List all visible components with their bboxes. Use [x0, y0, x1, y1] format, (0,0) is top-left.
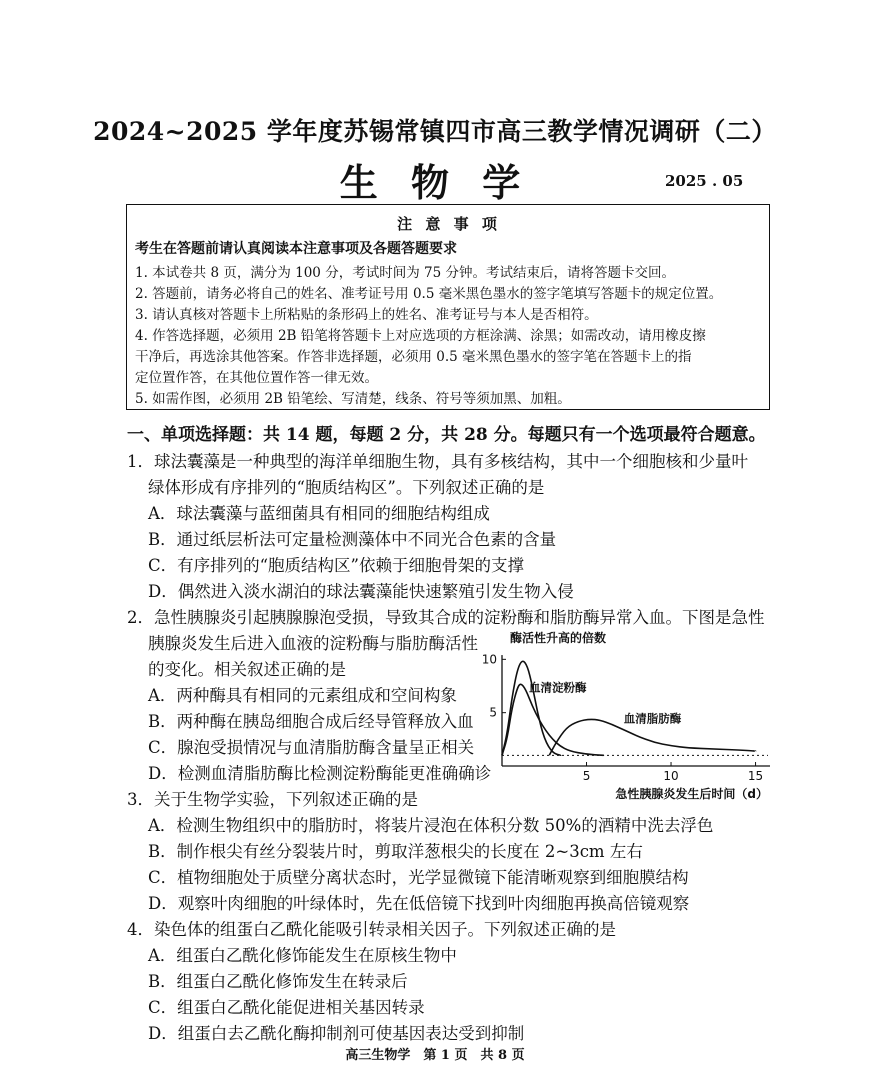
exam-title: 2024~2025 学年度苏锡常镇四市高三教学情况调研（二）: [93, 117, 777, 146]
notice-line: 定位置作答，在其他位置作答一律无效。: [135, 370, 378, 386]
option-b: B．两种酶在胰岛细胞合成后经导管释放入血: [148, 712, 474, 731]
option-a: A．两种酶具有相同的元素组成和空间构象: [148, 686, 457, 705]
option-d: D．组蛋白去乙酰化酶抑制剂可使基因表达受到抑制: [148, 1024, 525, 1043]
chart-text: [482, 630, 768, 801]
option-a: A．组蛋白乙酰化修饰能发生在原核生物中: [148, 946, 457, 965]
amylase-series-label: 血清淀粉酶: [529, 680, 587, 695]
option-d: D．检测血清脂肪酶比检测淀粉酶能更准确确诊: [148, 764, 492, 783]
notice-line: 2. 答题前，请务必将自己的姓名、准考证号用 0.5 毫米黑色墨水的签字笔填写答题卡的规定位置。: [135, 286, 723, 302]
option-c: C．有序排列的“胞质结构区”依赖于细胞骨架的支撑: [148, 556, 524, 575]
notice-title: 注 意 事 项: [397, 215, 501, 233]
question-stem: 胰腺炎发生后进入血液的淀粉酶与脂肪酶活性: [148, 634, 478, 653]
option-a: A．检测生物组织中的脂肪时，将装片浸泡在体积分数 50%的酒精中洗去浮色: [148, 816, 714, 835]
option-b: B．通过纸层析法可定量检测藻体中不同光合色素的含量: [148, 530, 557, 549]
y-tick-label: 10: [481, 652, 497, 667]
question-stem: 4．染色体的组蛋白乙酰化能吸引转录相关因子。下列叙述正确的是: [127, 920, 616, 939]
question-stem: 2．急性胰腺炎引起胰腺腺泡受损，导致其合成的淀粉酶和脂肪酶异常入血。下图是急性: [127, 608, 765, 627]
y-axis-label: 酶活性升高的倍数: [510, 631, 607, 645]
chart-series: [502, 661, 756, 755]
exam-date: 2025 . 05: [665, 172, 744, 190]
option-c: C．组蛋白乙酰化能促进相关基因转录: [148, 998, 425, 1017]
page-footer: 高三生物学 第 1 页 共 8 页: [345, 1048, 525, 1063]
option-c: C．植物细胞处于质壁分离状态时，光学显微镜下能清晰观察到细胞膜结构: [148, 868, 689, 887]
lipase-series-label: 血清脂肪酶: [623, 711, 682, 726]
x-tick-label: 5: [582, 769, 591, 783]
notice-line: 干净后，再选涂其他答案。作答非选择题，必须用 0.5 毫米黑色墨水的签字笔在答题卡上的指: [135, 349, 692, 365]
notice-line: 3. 请认真核对答题卡上所粘贴的条形码上的姓名、准考证号与本人是否相符。: [135, 307, 598, 323]
option-d: D．偶然进入淡水湖泊的球法囊藻能快速繁殖引发生物入侵: [148, 582, 574, 601]
section-heading: 一、单项选择题：共 14 题，每题 2 分，共 28 分。每题只有一个选项最符合题意。: [127, 425, 766, 445]
x-tick-label: 10: [663, 769, 679, 783]
x-tick-label: 15: [747, 769, 764, 783]
notice-box: [126, 204, 770, 410]
option-c: C．腺泡受损情况与血清脂肪酶含量呈正相关: [148, 738, 475, 757]
x-axis-label: 急性胰腺炎发生后时间（d）: [615, 787, 768, 801]
question-stem: 的变化。相关叙述正确的是: [148, 660, 346, 679]
series-line-1: [502, 661, 561, 755]
question-stem: 绿体形成有序排列的“胞质结构区”。下列叙述正确的是: [148, 478, 545, 497]
enzyme-activity-chart: [478, 628, 778, 806]
question-stem: 3．关于生物学实验，下列叙述正确的是: [127, 790, 418, 809]
option-b: B．制作根尖有丝分裂装片时，剪取洋葱根尖的长度在 2~3cm 左右: [148, 842, 643, 861]
subject-title: 生 物 学: [339, 160, 531, 205]
y-tick-label: 5: [489, 705, 497, 720]
notice-intro: 考生在答题前请认真阅读本注意事项及各题答题要求: [135, 241, 457, 257]
question-stem: 1．球法囊藻是一种典型的海洋单细胞生物，具有多核结构，其中一个细胞核和少量叶: [127, 452, 748, 471]
notice-line: 1. 本试卷共 8 页，满分为 100 分，考试时间为 75 分钟。考试结束后，请将答题卡交回。: [135, 265, 675, 281]
notice-line: 5. 如需作图，必须用 2B 铅笔绘、写清楚，线条、符号等须加黑、加粗。: [135, 391, 571, 407]
option-d: D．观察叶肉细胞的叶绿体时，先在低倍镜下找到叶肉细胞再换高倍镜观察: [148, 894, 690, 913]
option-b: B．组蛋白乙酰化修饰发生在转录后: [148, 972, 408, 991]
notice-line: 4. 作答选择题，必须用 2B 铅笔将答题卡上对应选项的方框涂满、涂黑；如需改动，请用橡皮擦: [135, 328, 706, 344]
option-a: A．球法囊藻与蓝细菌具有相同的细胞结构组成: [148, 504, 490, 523]
